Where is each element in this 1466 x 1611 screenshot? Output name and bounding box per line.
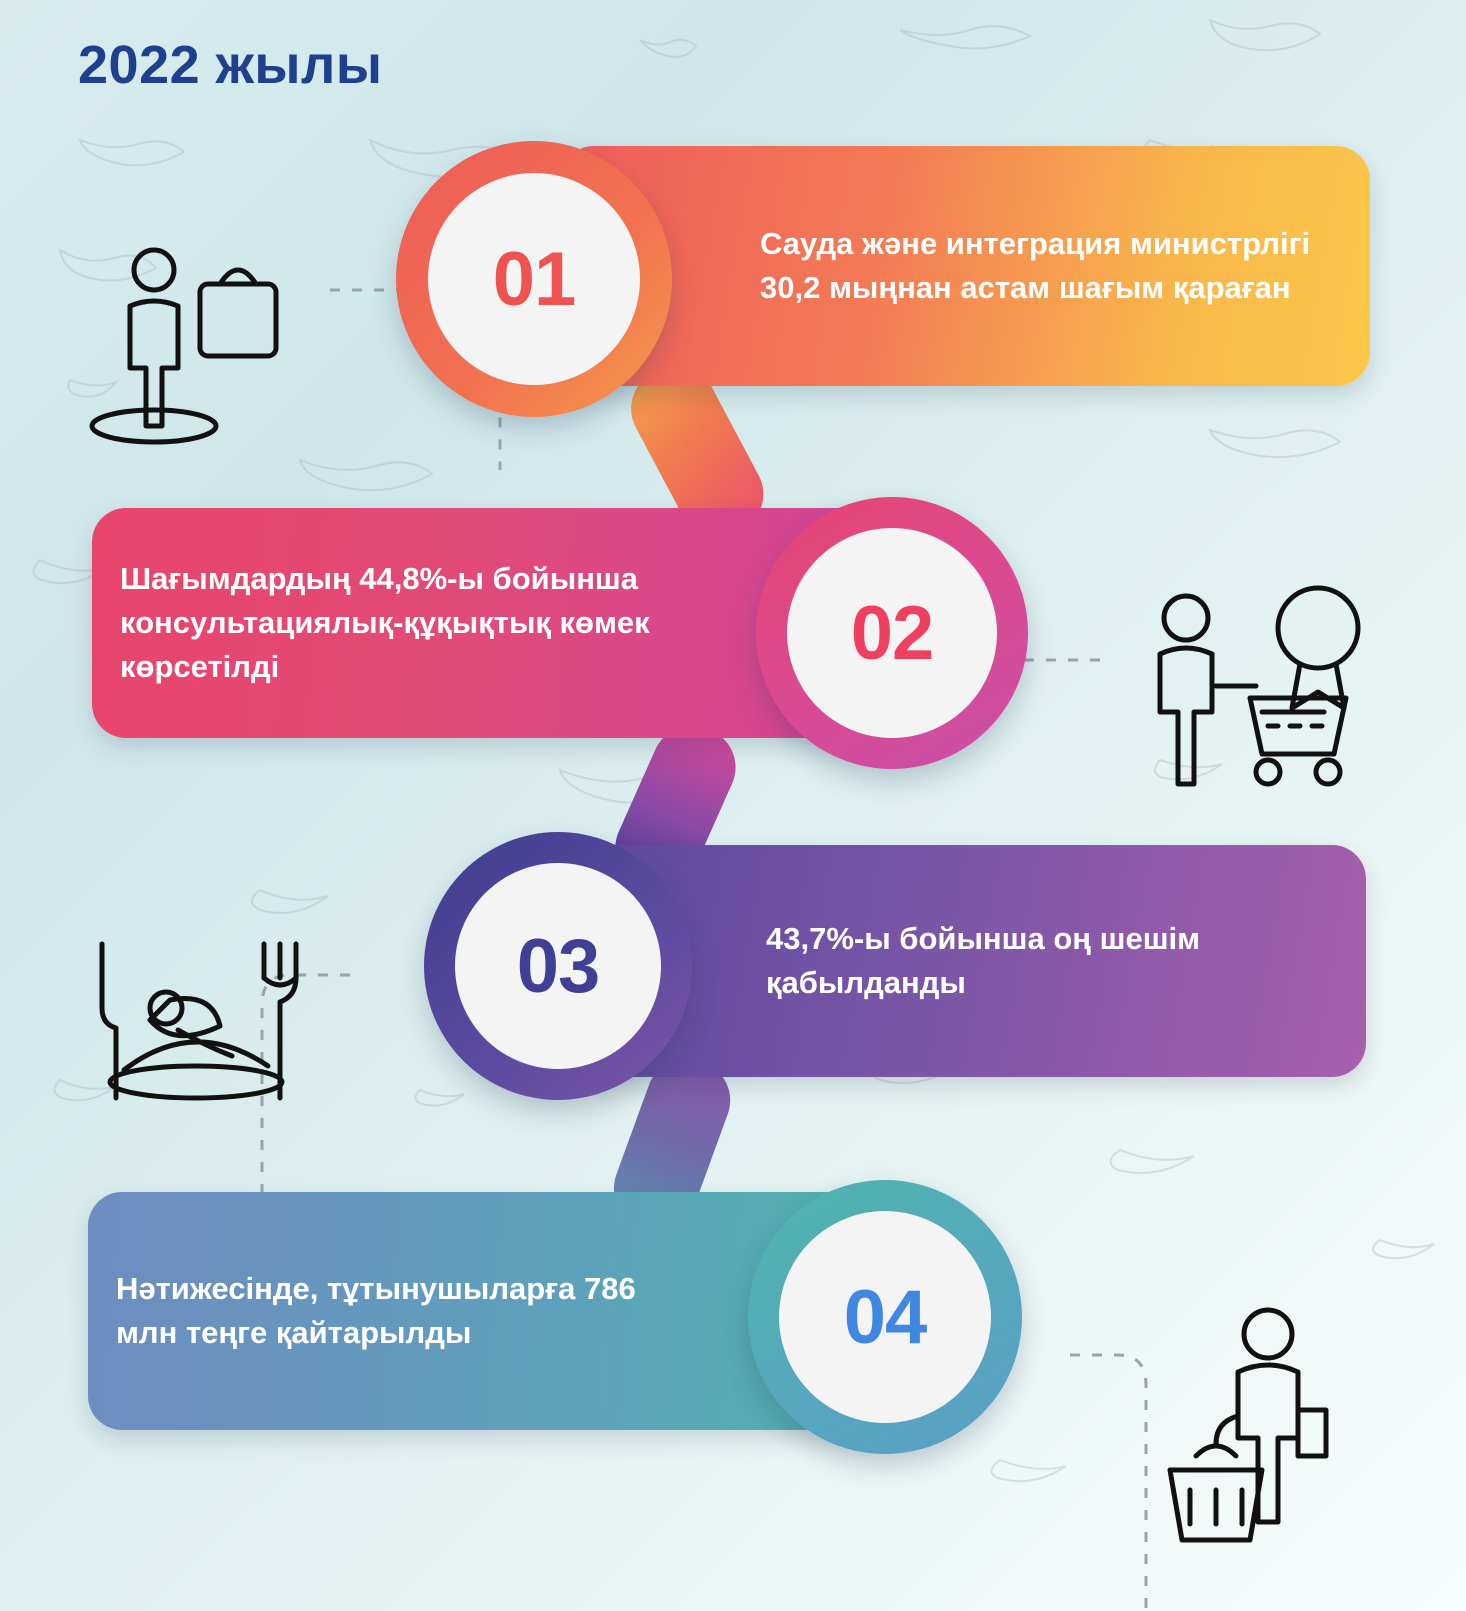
step-01-badge[interactable] [396,141,672,417]
step-02-badge[interactable] [756,497,1028,769]
step-01-text: Сауда және интеграция министрлігі 30,2 мыңнан астам шағым қараған [760,225,1311,305]
step-01-number: 01 [492,236,576,322]
step-02-text: Шағымдардың 44,8%-ы бойынша консультациялық-құқықтық көмек көрсетілді [120,560,650,684]
step-03-text: 43,7%-ы бойынша оң шешім қабылданды [766,920,1201,1000]
step-02-number: 02 [850,590,934,676]
person-with-basket-icon [1160,1300,1390,1560]
plate-with-cutlery-icon [78,930,308,1140]
step-01-pill[interactable] [560,146,1370,386]
step-01-badge-inner [428,173,640,385]
step-03-number: 03 [516,923,600,1009]
person-with-shopping-cart-icon [1140,580,1380,810]
page-title: 2022 жылы [78,35,383,95]
person-with-handbag-icon [72,238,292,458]
step-04-number: 04 [843,1274,927,1360]
step-04-badge[interactable] [748,1180,1022,1454]
step-03-badge-inner [455,863,661,1069]
step-02-badge-inner [787,528,997,738]
step-04-badge-inner [779,1211,991,1423]
step-04-text: Нәтижесінде, тұтынушыларға 786 млн теңге қайтарылды [116,1270,636,1350]
step-03-badge[interactable] [424,832,692,1100]
